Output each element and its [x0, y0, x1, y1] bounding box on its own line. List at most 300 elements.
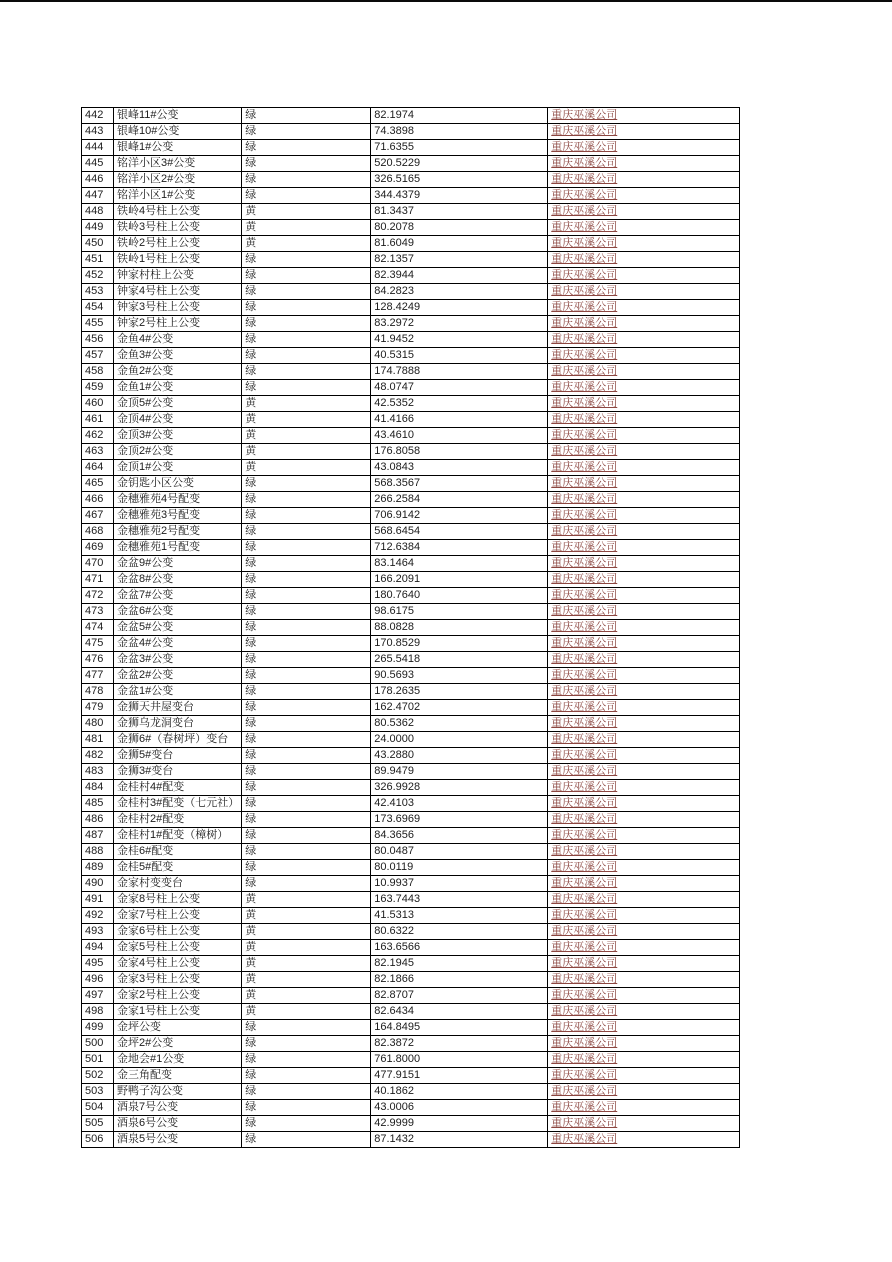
table-row: [82, 684, 740, 700]
company-cell: [548, 252, 740, 268]
value-cell: 98.6175: [371, 604, 548, 620]
transformer-name-cell: 金盆5#公变: [114, 620, 242, 636]
row-number-cell: 496: [82, 972, 114, 988]
company-link[interactable]: 重庆巫溪公司: [551, 461, 618, 473]
status-cell: 绿: [242, 332, 371, 348]
table-row: [82, 588, 740, 604]
company-link[interactable]: 重庆巫溪公司: [551, 541, 618, 553]
transformer-name-cell: 金顶1#公变: [114, 460, 242, 476]
value-cell: 82.1974: [371, 108, 548, 124]
transformer-name-cell: 金家3号柱上公变: [114, 972, 242, 988]
company-cell: [548, 1004, 740, 1020]
table-row: [82, 604, 740, 620]
row-number-cell: 444: [82, 140, 114, 156]
value-cell: 43.2880: [371, 748, 548, 764]
table-row: [82, 876, 740, 892]
company-cell: [548, 940, 740, 956]
company-link[interactable]: 重庆巫溪公司: [551, 813, 618, 825]
transformer-name-cell: 铁岭4号柱上公变: [114, 204, 242, 220]
row-number-cell: 499: [82, 1020, 114, 1036]
transformer-name-cell: 金盆2#公变: [114, 668, 242, 684]
status-cell: 绿: [242, 684, 371, 700]
company-link[interactable]: 重庆巫溪公司: [551, 797, 618, 809]
table-row: [82, 316, 740, 332]
company-link[interactable]: 重庆巫溪公司: [551, 157, 618, 169]
value-cell: 80.0487: [371, 844, 548, 860]
row-number-cell: 454: [82, 300, 114, 316]
transformer-name-cell: 金顶4#公变: [114, 412, 242, 428]
value-cell: 162.4702: [371, 700, 548, 716]
company-link[interactable]: 重庆巫溪公司: [551, 1117, 618, 1129]
transformer-name-cell: 铭洋小区3#公变: [114, 156, 242, 172]
status-cell: 绿: [242, 380, 371, 396]
company-cell: [548, 204, 740, 220]
row-number-cell: 475: [82, 636, 114, 652]
transformer-name-cell: 银峰10#公变: [114, 124, 242, 140]
company-cell: [548, 508, 740, 524]
row-number-cell: 467: [82, 508, 114, 524]
table-row: [82, 428, 740, 444]
company-cell: [548, 236, 740, 252]
company-cell: [548, 572, 740, 588]
table-row: [82, 796, 740, 812]
status-cell: 绿: [242, 140, 371, 156]
value-cell: 42.9999: [371, 1116, 548, 1132]
value-cell: 176.8058: [371, 444, 548, 460]
status-cell: 黄: [242, 428, 371, 444]
value-cell: 43.0006: [371, 1100, 548, 1116]
row-number-cell: 455: [82, 316, 114, 332]
value-cell: 42.5352: [371, 396, 548, 412]
company-link[interactable]: 重庆巫溪公司: [551, 829, 618, 841]
company-link[interactable]: 重庆巫溪公司: [551, 397, 618, 409]
company-link[interactable]: 重庆巫溪公司: [551, 749, 618, 761]
table-row: [82, 332, 740, 348]
company-link[interactable]: 重庆巫溪公司: [551, 285, 618, 297]
company-cell: [548, 716, 740, 732]
company-link[interactable]: 重庆巫溪公司: [551, 1085, 618, 1097]
value-cell: 326.5165: [371, 172, 548, 188]
company-cell: [548, 364, 740, 380]
company-cell: [548, 956, 740, 972]
value-cell: 163.7443: [371, 892, 548, 908]
company-link[interactable]: 重庆巫溪公司: [551, 1037, 618, 1049]
transformer-name-cell: 金坪公变: [114, 1020, 242, 1036]
row-number-cell: 452: [82, 268, 114, 284]
status-cell: 绿: [242, 124, 371, 140]
table-row: [82, 732, 740, 748]
row-number-cell: 497: [82, 988, 114, 1004]
row-number-cell: 485: [82, 796, 114, 812]
company-link[interactable]: 重庆巫溪公司: [551, 221, 618, 233]
company-cell: [548, 700, 740, 716]
company-link[interactable]: 重庆巫溪公司: [551, 365, 618, 377]
table-row: [82, 204, 740, 220]
company-cell: [548, 460, 740, 476]
company-link[interactable]: 重庆巫溪公司: [551, 957, 618, 969]
transformer-name-cell: 金盆6#公变: [114, 604, 242, 620]
company-link[interactable]: 重庆巫溪公司: [551, 925, 618, 937]
company-link[interactable]: 重庆巫溪公司: [551, 205, 618, 217]
row-number-cell: 479: [82, 700, 114, 716]
company-cell: [548, 588, 740, 604]
company-cell: [548, 268, 740, 284]
status-cell: 绿: [242, 348, 371, 364]
company-link[interactable]: 重庆巫溪公司: [551, 989, 618, 1001]
row-number-cell: 448: [82, 204, 114, 220]
status-cell: 黄: [242, 444, 371, 460]
transformer-name-cell: 金家7号柱上公变: [114, 908, 242, 924]
row-number-cell: 450: [82, 236, 114, 252]
status-cell: 绿: [242, 1084, 371, 1100]
row-number-cell: 482: [82, 748, 114, 764]
company-link[interactable]: 重庆巫溪公司: [551, 893, 618, 905]
value-cell: 173.6969: [371, 812, 548, 828]
status-cell: 绿: [242, 796, 371, 812]
transformer-name-cell: 金狮乌龙洞变台: [114, 716, 242, 732]
value-cell: 82.6434: [371, 1004, 548, 1020]
company-cell: [548, 556, 740, 572]
company-cell: [548, 348, 740, 364]
company-link[interactable]: 重庆巫溪公司: [551, 349, 618, 361]
company-cell: [548, 876, 740, 892]
table-row: [82, 972, 740, 988]
value-cell: 82.1866: [371, 972, 548, 988]
company-link[interactable]: 重庆巫溪公司: [551, 877, 618, 889]
transformer-name-cell: 金穗雅苑2号配变: [114, 524, 242, 540]
table-row: [82, 924, 740, 940]
company-link[interactable]: 重庆巫溪公司: [551, 317, 618, 329]
transformer-name-cell: 金鱼1#公变: [114, 380, 242, 396]
row-number-cell: 503: [82, 1084, 114, 1100]
transformer-name-cell: 金桂村2#配变: [114, 812, 242, 828]
company-link[interactable]: 重庆巫溪公司: [551, 1053, 618, 1065]
status-cell: 绿: [242, 1132, 371, 1148]
company-link[interactable]: 重庆巫溪公司: [551, 413, 618, 425]
row-number-cell: 480: [82, 716, 114, 732]
table-row: [82, 572, 740, 588]
row-number-cell: 486: [82, 812, 114, 828]
row-number-cell: 458: [82, 364, 114, 380]
status-cell: 黄: [242, 412, 371, 428]
value-cell: 41.5313: [371, 908, 548, 924]
row-number-cell: 457: [82, 348, 114, 364]
row-number-cell: 504: [82, 1100, 114, 1116]
value-cell: 80.5362: [371, 716, 548, 732]
transformer-name-cell: 金盆9#公变: [114, 556, 242, 572]
company-link[interactable]: 重庆巫溪公司: [551, 765, 618, 777]
company-link[interactable]: 重庆巫溪公司: [551, 909, 618, 921]
company-link[interactable]: 重庆巫溪公司: [551, 637, 618, 649]
table-row: [82, 220, 740, 236]
company-link[interactable]: 重庆巫溪公司: [551, 269, 618, 281]
status-cell: 绿: [242, 172, 371, 188]
company-link[interactable]: 重庆巫溪公司: [551, 589, 618, 601]
company-link[interactable]: 重庆巫溪公司: [551, 477, 618, 489]
row-number-cell: 446: [82, 172, 114, 188]
row-number-cell: 456: [82, 332, 114, 348]
company-link[interactable]: 重庆巫溪公司: [551, 525, 618, 537]
table-row: [82, 748, 740, 764]
status-cell: 绿: [242, 748, 371, 764]
transformer-name-cell: 金穗雅苑1号配变: [114, 540, 242, 556]
company-link[interactable]: 重庆巫溪公司: [551, 509, 618, 521]
transformer-name-cell: 金桂6#配变: [114, 844, 242, 860]
value-cell: 88.0828: [371, 620, 548, 636]
row-number-cell: 464: [82, 460, 114, 476]
row-number-cell: 500: [82, 1036, 114, 1052]
value-cell: 81.3437: [371, 204, 548, 220]
value-cell: 71.6355: [371, 140, 548, 156]
value-cell: 81.6049: [371, 236, 548, 252]
row-number-cell: 463: [82, 444, 114, 460]
value-cell: 87.1432: [371, 1132, 548, 1148]
table-row: [82, 940, 740, 956]
company-link[interactable]: 重庆巫溪公司: [551, 1005, 618, 1017]
status-cell: 绿: [242, 156, 371, 172]
company-link[interactable]: 重庆巫溪公司: [551, 429, 618, 441]
row-number-cell: 462: [82, 428, 114, 444]
company-cell: [548, 796, 740, 812]
company-link[interactable]: 重庆巫溪公司: [551, 669, 618, 681]
value-cell: 41.4166: [371, 412, 548, 428]
status-cell: 黄: [242, 892, 371, 908]
transformer-name-cell: 金家村变变台: [114, 876, 242, 892]
table-row: [82, 156, 740, 172]
company-link[interactable]: 重庆巫溪公司: [551, 1133, 618, 1145]
transformer-name-cell: 金桂村3#配变（七元社）: [114, 796, 242, 812]
status-cell: 绿: [242, 508, 371, 524]
status-cell: 绿: [242, 828, 371, 844]
transformer-name-cell: 酒泉7号公变: [114, 1100, 242, 1116]
company-link[interactable]: 重庆巫溪公司: [551, 189, 618, 201]
status-cell: 绿: [242, 1116, 371, 1132]
company-link[interactable]: 重庆巫溪公司: [551, 1101, 618, 1113]
company-link[interactable]: 重庆巫溪公司: [551, 941, 618, 953]
transformer-name-cell: 金盆7#公变: [114, 588, 242, 604]
status-cell: 绿: [242, 876, 371, 892]
company-link[interactable]: 重庆巫溪公司: [551, 333, 618, 345]
table-row: [82, 956, 740, 972]
status-cell: 绿: [242, 316, 371, 332]
table-row: [82, 172, 740, 188]
row-number-cell: 461: [82, 412, 114, 428]
company-link[interactable]: 重庆巫溪公司: [551, 301, 618, 313]
table-row: [82, 236, 740, 252]
company-cell: [548, 764, 740, 780]
transformer-name-cell: 金地会#1公变: [114, 1052, 242, 1068]
value-cell: 712.6384: [371, 540, 548, 556]
transformer-name-cell: 金桂村4#配变: [114, 780, 242, 796]
table-row: [82, 524, 740, 540]
table-row: [82, 348, 740, 364]
row-number-cell: 472: [82, 588, 114, 604]
status-cell: 绿: [242, 620, 371, 636]
row-number-cell: 471: [82, 572, 114, 588]
table-row: [82, 636, 740, 652]
transformer-name-cell: 金家1号柱上公变: [114, 1004, 242, 1020]
transformer-name-cell: 金狮3#变台: [114, 764, 242, 780]
transformer-name-cell: 金家4号柱上公变: [114, 956, 242, 972]
company-cell: [548, 844, 740, 860]
company-link[interactable]: 重庆巫溪公司: [551, 109, 618, 121]
status-cell: 绿: [242, 108, 371, 124]
company-cell: [548, 300, 740, 316]
company-cell: [548, 156, 740, 172]
status-cell: 绿: [242, 524, 371, 540]
status-cell: 黄: [242, 908, 371, 924]
company-cell: [548, 1132, 740, 1148]
row-number-cell: 481: [82, 732, 114, 748]
transformer-name-cell: 金鱼4#公变: [114, 332, 242, 348]
table-row: [82, 380, 740, 396]
value-cell: 24.0000: [371, 732, 548, 748]
company-link[interactable]: 重庆巫溪公司: [551, 605, 618, 617]
row-number-cell: 474: [82, 620, 114, 636]
transformer-name-cell: 金盆8#公变: [114, 572, 242, 588]
table-row: [82, 300, 740, 316]
row-number-cell: 468: [82, 524, 114, 540]
value-cell: 180.7640: [371, 588, 548, 604]
transformer-name-cell: 金穗雅苑4号配变: [114, 492, 242, 508]
company-link[interactable]: 重庆巫溪公司: [551, 493, 618, 505]
company-link[interactable]: 重庆巫溪公司: [551, 125, 618, 137]
row-number-cell: 449: [82, 220, 114, 236]
value-cell: 761.8000: [371, 1052, 548, 1068]
company-link[interactable]: 重庆巫溪公司: [551, 381, 618, 393]
value-cell: 83.2972: [371, 316, 548, 332]
transformer-name-cell: 钟家3号柱上公变: [114, 300, 242, 316]
table-row: [82, 476, 740, 492]
value-cell: 174.7888: [371, 364, 548, 380]
table-row: [82, 716, 740, 732]
table-row: [82, 860, 740, 876]
row-number-cell: 502: [82, 1068, 114, 1084]
value-cell: 43.0843: [371, 460, 548, 476]
value-cell: 166.2091: [371, 572, 548, 588]
transformer-name-cell: 铁岭3号柱上公变: [114, 220, 242, 236]
status-cell: 绿: [242, 668, 371, 684]
table-row: [82, 620, 740, 636]
company-link[interactable]: 重庆巫溪公司: [551, 1069, 618, 1081]
status-cell: 绿: [242, 1052, 371, 1068]
row-number-cell: 466: [82, 492, 114, 508]
company-link[interactable]: 重庆巫溪公司: [551, 973, 618, 985]
company-cell: [548, 332, 740, 348]
status-cell: 绿: [242, 1036, 371, 1052]
status-cell: 绿: [242, 588, 371, 604]
company-link[interactable]: 重庆巫溪公司: [551, 685, 618, 697]
row-number-cell: 490: [82, 876, 114, 892]
status-cell: 黄: [242, 236, 371, 252]
transformer-name-cell: 金盆3#公变: [114, 652, 242, 668]
company-link[interactable]: 重庆巫溪公司: [551, 253, 618, 265]
value-cell: 89.9479: [371, 764, 548, 780]
company-cell: [548, 140, 740, 156]
status-cell: 绿: [242, 732, 371, 748]
value-cell: 82.8707: [371, 988, 548, 1004]
status-cell: 绿: [242, 780, 371, 796]
company-link[interactable]: 重庆巫溪公司: [551, 141, 618, 153]
transformer-name-cell: 钟家村柱上公变: [114, 268, 242, 284]
row-number-cell: 493: [82, 924, 114, 940]
company-cell: [548, 1036, 740, 1052]
table-row: [82, 700, 740, 716]
value-cell: 520.5229: [371, 156, 548, 172]
value-cell: 10.9937: [371, 876, 548, 892]
company-link[interactable]: 重庆巫溪公司: [551, 861, 618, 873]
company-link[interactable]: 重庆巫溪公司: [551, 237, 618, 249]
company-cell: [548, 172, 740, 188]
transformer-name-cell: 酒泉6号公变: [114, 1116, 242, 1132]
row-number-cell: 506: [82, 1132, 114, 1148]
company-link[interactable]: 重庆巫溪公司: [551, 781, 618, 793]
table-row: [82, 124, 740, 140]
company-link[interactable]: 重庆巫溪公司: [551, 733, 618, 745]
table-row: [82, 780, 740, 796]
value-cell: 568.6454: [371, 524, 548, 540]
value-cell: 128.4249: [371, 300, 548, 316]
company-link[interactable]: 重庆巫溪公司: [551, 573, 618, 585]
status-cell: 绿: [242, 300, 371, 316]
transformer-name-cell: 金鱼3#公变: [114, 348, 242, 364]
row-number-cell: 453: [82, 284, 114, 300]
company-link[interactable]: 重庆巫溪公司: [551, 845, 618, 857]
transformer-name-cell: 金顶3#公变: [114, 428, 242, 444]
table-row: [82, 188, 740, 204]
status-cell: 绿: [242, 1020, 371, 1036]
table-row: [82, 268, 740, 284]
company-link[interactable]: 重庆巫溪公司: [551, 445, 618, 457]
company-link[interactable]: 重庆巫溪公司: [551, 621, 618, 633]
value-cell: 326.9928: [371, 780, 548, 796]
row-number-cell: 470: [82, 556, 114, 572]
company-link[interactable]: 重庆巫溪公司: [551, 701, 618, 713]
company-link[interactable]: 重庆巫溪公司: [551, 717, 618, 729]
table-row: [82, 460, 740, 476]
company-link[interactable]: 重庆巫溪公司: [551, 557, 618, 569]
transformer-name-cell: 金家8号柱上公变: [114, 892, 242, 908]
transformer-name-cell: 金家5号柱上公变: [114, 940, 242, 956]
transformer-name-cell: 铭洋小区2#公变: [114, 172, 242, 188]
company-link[interactable]: 重庆巫溪公司: [551, 653, 618, 665]
company-cell: [548, 668, 740, 684]
company-cell: [548, 620, 740, 636]
table-row: [82, 908, 740, 924]
status-cell: 绿: [242, 844, 371, 860]
transformer-name-cell: 金钥匙小区公变: [114, 476, 242, 492]
status-cell: 绿: [242, 636, 371, 652]
transformer-name-cell: 金狮5#变台: [114, 748, 242, 764]
value-cell: 568.3567: [371, 476, 548, 492]
status-cell: 绿: [242, 476, 371, 492]
table-row: [82, 508, 740, 524]
row-number-cell: 488: [82, 844, 114, 860]
row-number-cell: 459: [82, 380, 114, 396]
row-number-cell: 465: [82, 476, 114, 492]
value-cell: 344.4379: [371, 188, 548, 204]
company-link[interactable]: 重庆巫溪公司: [551, 173, 618, 185]
value-cell: 41.9452: [371, 332, 548, 348]
table-row: [82, 652, 740, 668]
company-link[interactable]: 重庆巫溪公司: [551, 1021, 618, 1033]
company-cell: [548, 988, 740, 1004]
transformer-name-cell: 金桂村1#配变（樟树）: [114, 828, 242, 844]
value-cell: 170.8529: [371, 636, 548, 652]
company-cell: [548, 1068, 740, 1084]
table-row: [82, 492, 740, 508]
company-cell: [548, 652, 740, 668]
